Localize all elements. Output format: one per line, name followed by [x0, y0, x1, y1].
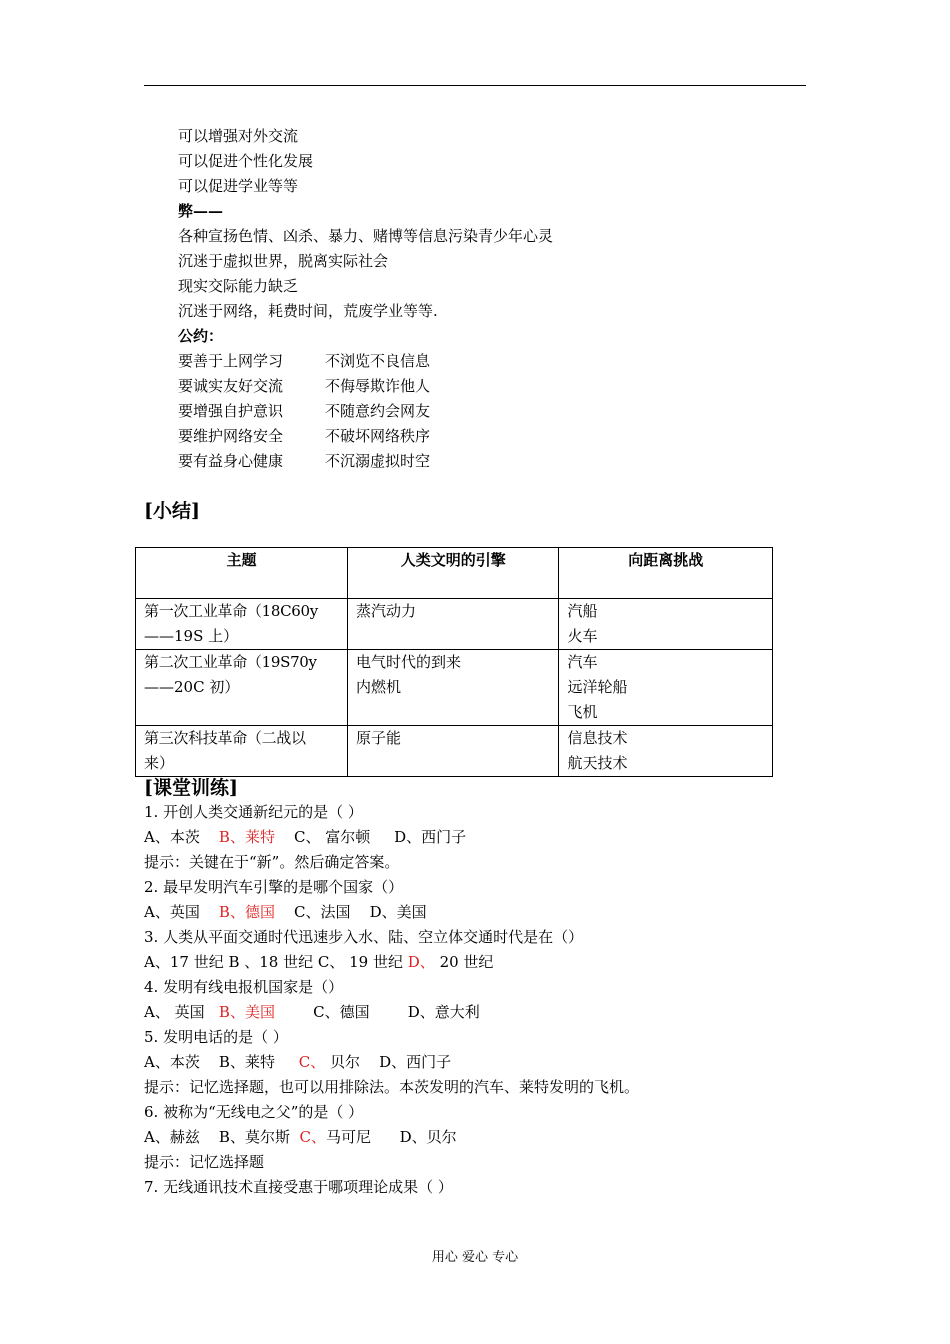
cell-line: 内燃机 — [355, 678, 401, 696]
question-3: 3. 人类从平面交通时代迅速步入水、陆、空立体交通时代是在（） — [144, 928, 584, 946]
header-rule — [144, 85, 806, 86]
hint-5: 提示：记忆选择题，也可以用排除法。本茨发明的汽车、莱特发明的飞机。 — [144, 1078, 640, 1096]
table-cell-challenge — [559, 650, 773, 726]
drawback-line: 现实交际能力缺乏 — [178, 277, 299, 295]
option-c-text: 贝尔 — [325, 1053, 361, 1071]
question-2: 2. 最早发明汽车引擎的是哪个国家（） — [144, 878, 404, 896]
benefit-line: 可以增强对外交流 — [178, 127, 299, 145]
page-footer: 用心 爱心 专心 — [431, 1250, 519, 1265]
table-row — [136, 726, 773, 777]
cell-line: 第二次工业革命（19S70y — [144, 653, 317, 671]
cell-line: 蒸汽动力 — [355, 602, 416, 620]
table-header-cell: 人类文明的引擎 — [347, 548, 559, 599]
pact-right: 不侮辱欺诈他人 — [325, 377, 431, 395]
option-c: C、法国 — [294, 903, 351, 921]
option-a: A、 英国 — [144, 1003, 205, 1021]
table-cell-engine — [347, 650, 559, 726]
option-a: A、本茨 — [144, 1053, 200, 1071]
benefit-line: 可以促进个性化发展 — [178, 152, 314, 170]
pact-left: 要增强自护意识 — [178, 402, 284, 420]
table-cell-challenge — [559, 599, 773, 650]
pact-left: 要诚实友好交流 — [178, 377, 284, 395]
option-a: A、本茨 — [144, 828, 200, 846]
option-a: A、英国 — [144, 903, 200, 921]
option-d-text: 20 世纪 — [434, 953, 494, 971]
option-b-answer: B、莱特 — [218, 828, 275, 846]
drawback-line: 沉迷于虚拟世界，脱离实际社会 — [178, 252, 389, 270]
cell-line: 原子能 — [355, 729, 401, 747]
question-6: 6. 被称为“无线电之父”的是（ ） — [144, 1103, 364, 1121]
drawbacks-label: 弊—— — [178, 202, 224, 220]
option-d: D、西门子 — [379, 1053, 452, 1071]
option-c-text: 马可尼 — [325, 1128, 371, 1146]
table-cell-theme — [136, 650, 348, 726]
pact-left: 要维护网络安全 — [178, 427, 284, 445]
drawback-line: 各种宣扬色情、凶杀、暴力、赌博等信息污染青少年心灵 — [178, 227, 554, 245]
option-c-answer: C、 — [298, 1053, 326, 1071]
options-6 — [144, 1125, 457, 1150]
table-header-cell: 主题 — [136, 548, 348, 599]
question-4: 4. 发明有线电报机国家是（） — [144, 978, 344, 996]
summary-heading: [小结] — [144, 500, 200, 522]
pact-right: 不沉溺虚拟时空 — [325, 452, 431, 470]
option-d: D、美国 — [369, 903, 427, 921]
table-row — [136, 599, 773, 650]
table-cell-theme — [136, 599, 348, 650]
option-c: C、 富尔顿 — [294, 828, 371, 846]
options-5 — [144, 1050, 451, 1075]
cell-line: 飞机 — [567, 703, 598, 721]
option-b: B、莫尔斯 — [218, 1128, 290, 1146]
option-a: A、赫兹 — [144, 1128, 200, 1146]
option-b: B、莱特 — [218, 1053, 275, 1071]
benefit-line: 可以促进学业等等 — [178, 177, 299, 195]
cell-line: ——19S 上） — [144, 627, 239, 645]
training-heading: [课堂训练] — [144, 777, 238, 799]
question-5: 5. 发明电话的是（ ） — [144, 1028, 288, 1046]
summary-table — [135, 547, 773, 777]
option-d-answer: D、 — [407, 953, 435, 971]
table-row — [136, 650, 773, 726]
cell-line: 汽车 — [567, 653, 598, 671]
option-d: D、贝尔 — [399, 1128, 457, 1146]
cell-line: 第一次工业革命（18C60y — [144, 602, 318, 620]
drawback-line: 沉迷于网络，耗费时间，荒废学业等等. — [178, 302, 438, 320]
options-abc: A、17 世纪 B 、18 世纪 C、 19 世纪 — [144, 953, 403, 971]
pact-right: 不破坏网络秩序 — [325, 427, 431, 445]
cell-line: ——20C 初） — [144, 678, 240, 696]
cell-line: 航天技术 — [567, 754, 628, 772]
options-2 — [144, 900, 427, 925]
pact-left: 要有益身心健康 — [178, 452, 284, 470]
cell-line: 汽船 — [567, 602, 598, 620]
pact-right: 不随意约会网友 — [325, 402, 431, 420]
cell-line: 远洋轮船 — [567, 678, 628, 696]
options-3 — [144, 950, 493, 975]
question-1: 1. 开创人类交通新纪元的是（ ） — [144, 803, 363, 821]
options-1 — [144, 825, 466, 850]
table-cell-theme — [136, 726, 348, 777]
hint-6: 提示：记忆选择题 — [144, 1153, 265, 1171]
table-cell-engine — [347, 599, 559, 650]
options-4 — [144, 1000, 480, 1025]
hint-1: 提示：关键在于“新”。然后确定答案。 — [144, 853, 400, 871]
table-cell-engine — [347, 726, 559, 777]
cell-line: 第三次科技革命（二战以 — [144, 729, 306, 747]
question-7: 7. 无线通讯技术直接受惠于哪项理论成果（ ） — [144, 1178, 453, 1196]
option-d: D、西门子 — [394, 828, 467, 846]
option-b-answer: B、德国 — [218, 903, 275, 921]
pact-right: 不浏览不良信息 — [325, 352, 431, 370]
cell-line: 来） — [144, 754, 175, 772]
cell-line: 信息技术 — [567, 729, 628, 747]
option-b-answer: B、美国 — [218, 1003, 275, 1021]
pact-left: 要善于上网学习 — [178, 352, 284, 370]
table-cell-challenge — [559, 726, 773, 777]
table-header-row — [136, 548, 773, 599]
pact-label: 公约： — [178, 327, 224, 345]
cell-line: 火车 — [567, 627, 598, 645]
option-d: D、意大利 — [407, 1003, 480, 1021]
option-c-answer: C、 — [299, 1128, 326, 1146]
option-c: C、德国 — [313, 1003, 370, 1021]
table-header-cell: 向距离挑战 — [559, 548, 773, 599]
cell-line: 电气时代的到来 — [355, 653, 461, 671]
